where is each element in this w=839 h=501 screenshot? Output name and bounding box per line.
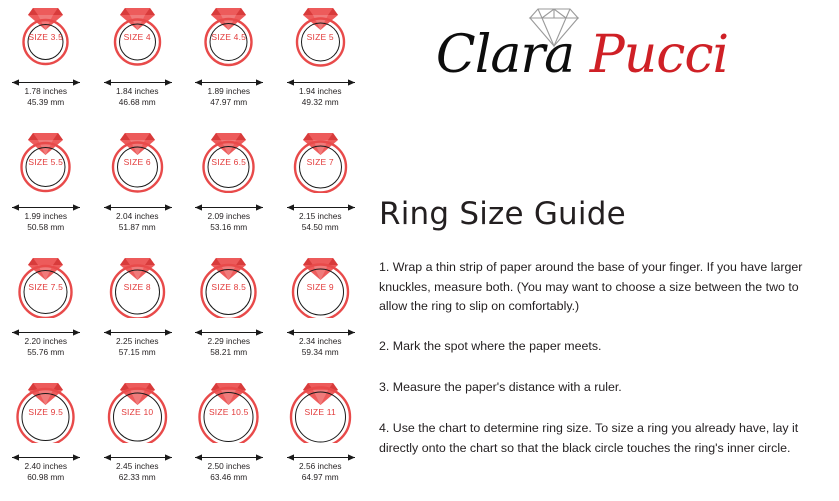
diameter-arrow-icon <box>194 199 264 208</box>
measure-inches: 2.09 inches <box>207 211 250 221</box>
ring-size-label: SIZE 4 <box>123 32 151 42</box>
ring-cell <box>183 125 275 250</box>
ring-size-label: SIZE 9 <box>306 282 334 292</box>
diameter-arrow-icon <box>103 324 173 333</box>
guide-step-1: 1. Wrap a thin strip of paper around the base of your finger. If you have larger knuckles, measure both. (You may want to choose a size between the two to allow the ring to slip on comfortably.) <box>379 260 803 313</box>
measure-mm: 63.46 mm <box>210 471 248 482</box>
ring-chart-row <box>0 125 366 250</box>
measure-inches: 1.99 inches <box>24 211 67 221</box>
ring-chart-row <box>0 375 366 500</box>
ring-size-label: SIZE 5.5 <box>28 157 64 167</box>
diameter-arrow-icon <box>103 449 173 458</box>
measure-inches: 1.84 inches <box>116 86 159 96</box>
ring-measurement <box>0 461 92 482</box>
diameter-arrow-icon <box>286 449 356 458</box>
ring-cell <box>0 0 92 125</box>
ring-measurement <box>92 336 184 357</box>
ring-measurement <box>183 461 275 482</box>
measure-inches: 2.45 inches <box>116 461 159 471</box>
diameter-arrow-icon <box>194 74 264 83</box>
ring-cell <box>275 125 367 250</box>
diameter-arrow-icon <box>11 199 81 208</box>
ring-size-label: SIZE 6.5 <box>211 157 247 167</box>
measure-inches: 2.29 inches <box>207 336 250 346</box>
ring-measurement <box>0 336 92 357</box>
guide-step-2: 2. Mark the spot where the paper meets. <box>379 339 602 353</box>
ring-measurement <box>275 461 367 482</box>
brand-name-second: Pucci <box>589 25 729 85</box>
diameter-arrow-icon <box>11 449 81 458</box>
measure-inches: 1.89 inches <box>207 86 250 96</box>
ring-chart-row <box>0 250 366 375</box>
measure-mm: 53.16 mm <box>210 221 248 232</box>
diameter-arrow-icon <box>103 199 173 208</box>
ring-size-label: SIZE 5 <box>306 32 334 42</box>
ring-size-chart <box>0 0 366 501</box>
measure-mm: 51.87 mm <box>118 221 156 232</box>
ring-cell <box>0 375 92 500</box>
ring-size-label: SIZE 7.5 <box>28 282 64 292</box>
ring-cell <box>92 125 184 250</box>
ring-cell <box>183 0 275 125</box>
guide-step-4: 4. Use the chart to determine ring size. To size a ring you already have, lay it directly onto the chart so that the black circle touches the ring's inner circle. <box>379 421 799 455</box>
guide-step-3: 3. Measure the paper's distance with a ruler. <box>379 380 622 394</box>
diameter-arrow-icon <box>11 74 81 83</box>
measure-inches: 2.50 inches <box>207 461 250 471</box>
ring-size-label: SIZE 8 <box>123 282 151 292</box>
ring-size-label: SIZE 4.5 <box>211 32 247 42</box>
ring-measurement <box>92 211 184 232</box>
diameter-arrow-icon <box>103 74 173 83</box>
ring-measurement <box>275 86 367 107</box>
ring-cell <box>183 250 275 375</box>
measure-inches: 2.20 inches <box>24 336 67 346</box>
measure-mm: 59.34 mm <box>301 346 339 357</box>
measure-mm: 64.97 mm <box>301 471 339 482</box>
measure-mm: 54.50 mm <box>301 221 339 232</box>
measure-inches: 2.34 inches <box>299 336 342 346</box>
ring-measurement <box>183 336 275 357</box>
diameter-arrow-icon <box>194 449 264 458</box>
ring-size-label: SIZE 8.5 <box>211 282 247 292</box>
ring-cell <box>0 250 92 375</box>
ring-cell <box>92 375 184 500</box>
ring-measurement <box>0 86 92 107</box>
diameter-arrow-icon <box>11 324 81 333</box>
measure-mm: 45.39 mm <box>27 96 65 107</box>
measure-inches: 2.25 inches <box>116 336 159 346</box>
measure-mm: 62.33 mm <box>118 471 156 482</box>
ring-measurement <box>275 211 367 232</box>
ring-size-label: SIZE 7 <box>306 157 334 167</box>
measure-mm: 60.98 mm <box>27 471 65 482</box>
ring-measurement <box>92 461 184 482</box>
ring-size-label: SIZE 10.5 <box>208 407 249 417</box>
measure-inches: 1.94 inches <box>299 86 342 96</box>
measure-mm: 49.32 mm <box>301 96 339 107</box>
ring-chart-row <box>0 0 366 125</box>
ring-size-label: SIZE 11 <box>304 407 336 417</box>
page-title: Ring Size Guide <box>379 196 626 232</box>
brand-logo <box>372 4 792 100</box>
ring-cell <box>0 125 92 250</box>
ring-measurement <box>275 336 367 357</box>
ring-measurement <box>183 86 275 107</box>
measure-mm: 47.97 mm <box>210 96 248 107</box>
diameter-arrow-icon <box>286 324 356 333</box>
ring-size-label: SIZE 6 <box>123 157 151 167</box>
measure-mm: 57.15 mm <box>118 346 156 357</box>
ring-size-label: SIZE 3.5 <box>28 32 64 42</box>
measure-inches: 2.15 inches <box>299 211 342 221</box>
measure-mm: 58.21 mm <box>210 346 248 357</box>
ring-cell <box>92 0 184 125</box>
ring-cell <box>275 375 367 500</box>
measure-inches: 2.56 inches <box>299 461 342 471</box>
measure-mm: 55.76 mm <box>27 346 65 357</box>
diameter-arrow-icon <box>286 199 356 208</box>
measure-inches: 2.40 inches <box>24 461 67 471</box>
ring-measurement <box>183 211 275 232</box>
brand-name-first: Clara <box>435 25 575 85</box>
ring-cell <box>92 250 184 375</box>
ring-size-label: SIZE 10 <box>121 407 154 417</box>
measure-mm: 46.68 mm <box>118 96 156 107</box>
ring-measurement <box>0 211 92 232</box>
brand-wordmark <box>372 26 792 84</box>
ring-size-label: SIZE 9.5 <box>28 407 64 417</box>
diameter-arrow-icon <box>194 324 264 333</box>
measure-inches: 1.78 inches <box>24 86 67 96</box>
measure-mm: 50.58 mm <box>27 221 65 232</box>
diameter-arrow-icon <box>286 74 356 83</box>
ring-cell <box>183 375 275 500</box>
guide-panel <box>366 0 839 501</box>
ring-cell <box>275 0 367 125</box>
measure-inches: 2.04 inches <box>116 211 159 221</box>
ring-cell <box>275 250 367 375</box>
ring-measurement <box>92 86 184 107</box>
